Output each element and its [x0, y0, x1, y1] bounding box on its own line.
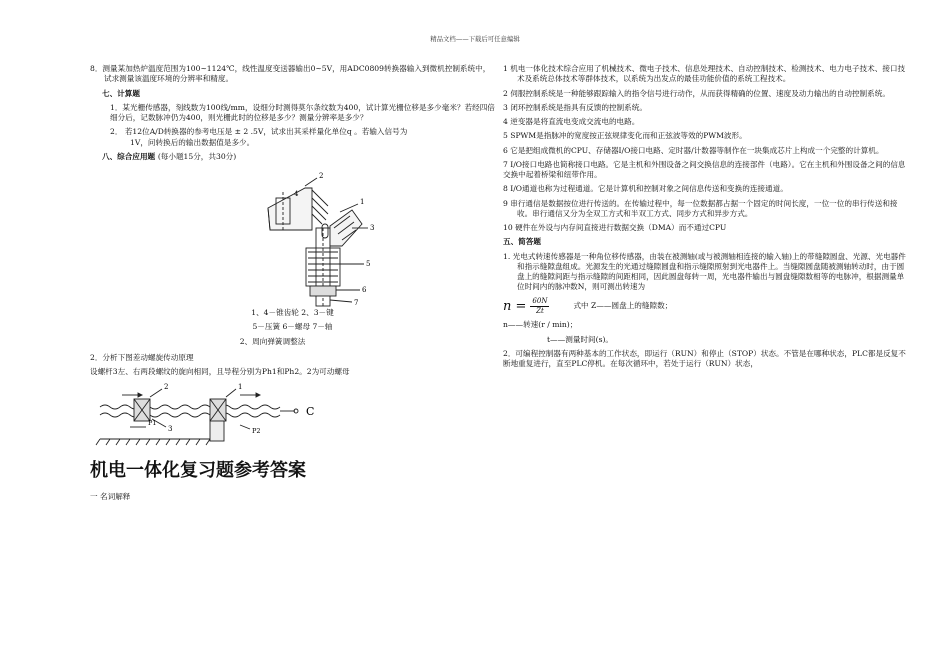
definition-2: 2 伺服控制系统是一种能够跟踪输入的指令信号进行动作，从而获得精确的位置、速度及动力输出的自动控制系统。: [503, 88, 890, 98]
fig1-caption-2: 5－压簧 6－螺母 7－轴: [252, 322, 333, 332]
formula-note: 式中 Z——圆盘上的缝隙数；: [573, 301, 673, 311]
n-definition: n——转速(r / min)；: [503, 320, 578, 330]
section-8-note: (每小题15分，共30分): [157, 151, 237, 161]
definition-6: 6 它是把组成微机的CPU、存储器I/O接口电路、定时器/计数器等制作在一块集成芯片上构成一个完整的计算机。: [503, 145, 884, 155]
question-2-title: 2．分析下图差动螺旋传动原理: [90, 352, 194, 362]
fig2-label-2: 2: [164, 383, 169, 392]
fig2-label-c: C: [306, 405, 315, 419]
section-8-title: [102, 152, 495, 162]
fig1-label-2: 2: [319, 172, 324, 180]
answer-title: 机电一体化复习题参考答案: [90, 460, 306, 482]
differential-screw-drawing: [90, 377, 495, 447]
formula-fraction: [530, 297, 549, 317]
fig1-label-1: 1: [360, 198, 365, 206]
section-5-title: 五、简答题: [503, 237, 541, 247]
definition-5: 5 SPWM是指脉冲的宽度按正弦规律变化而和正弦波等效的PWM波形。: [503, 131, 747, 141]
definition-1: 1 机电一体化技术综合应用了机械技术、微电子技术、信息处理技术、自动控制技术、检测技术、电力电子技术、接口技术及系统总体技术等群体技术，以系统为出发点的最佳功能价值的系统工程技术。: [503, 64, 906, 84]
formula-lhs: n =: [503, 298, 527, 314]
t-definition: t——测量时间(s)。: [547, 334, 614, 344]
fig1-label-6: 6: [362, 286, 367, 294]
bevel-gear-figure: [90, 168, 495, 308]
definition-7: 7 I/O接口电路也简称接口电路。它是主机和外围设备之间交换信息的连接部件（电路）。它在主机和外围设备之间的信息交换中起着桥梁和纽带作用。: [503, 159, 906, 179]
fig2-label-p1: P1: [148, 419, 157, 428]
section-8-heading: 八、综合应用题: [102, 151, 156, 161]
calc-question-2a: 2． 若12位A/D转换器的参考电压是 ± 2 .5V，试求出其采样量化单位q 。若输入信号为: [110, 127, 408, 137]
fig1-caption-3: 2、周向弹簧调整法: [239, 336, 306, 346]
fig1-caption-1: 1、4－锥齿轮 2、3－键: [251, 308, 334, 317]
fig1-label-4: 4: [294, 190, 299, 198]
fig1-label-7: 7: [354, 299, 359, 307]
right-column: [503, 64, 908, 369]
fig2-label-p2: P2: [252, 427, 261, 436]
fig2-label-3: 3: [168, 425, 173, 434]
definition-8: 8 I/O通道也称为过程通道。它是计算机和控制对象之间信息传送和变换的连接通道。: [503, 184, 788, 194]
left-column: [90, 64, 495, 502]
definition-9: 9 串行通信是数据按位进行传送的。在传输过程中，每一位数据都占据一个固定的时间长度，一位一位的串行传送和接收。串行通信又分为全双工方式和半双工方式、同步方式和异步方式。: [503, 198, 898, 218]
definition-10: 10 硬件在外设与内存间直接进行数据交换（DMA）而不通过CPU: [503, 223, 727, 232]
fig1-label-5: 5: [366, 260, 371, 268]
question-2-text: 设螺杆3左、右两段螺纹的旋向相同，且导程分别为Ph1和Ph2。2为可动螺母: [90, 367, 350, 376]
definition-4: 4 逆变器是将直流电变成交流电的电路。: [503, 117, 640, 126]
short-answer-2: 2．可编程控制器有两种基本的工作状态，即运行（RUN）和停止（STOP）状态。不管是在哪种状态，PLC都是反复不断地重复进行，直至PLC停机。在每次循环中，若处于运行（RUN）状态，: [503, 348, 906, 369]
short-answer-1: 1. 光电式转速传感器是一种角位移传感器，由装在被测轴(或与被测轴相连接的输入轴)上的带缝隙圆盘、光源、光电器件和指示缝隙盘组成。光源发生的光通过缝隙圆盘和指示缝隙照射到光电器件上。当缝隙圆盘随被测轴转动时，由于圆盘上的缝隙间距与指示缝隙的间距相同，因此圆盘每转一周，光电器件输出与圆盘缝隙数相等的电脉冲，根据测量单位时间内的脉冲数N，则可测出转速为: [503, 251, 906, 292]
speed-formula: [503, 297, 908, 317]
section-7-title: 七、计算题: [102, 88, 140, 98]
page-header: 精品文档——下载后可任意编辑: [430, 35, 520, 43]
part-1-title: 一 名词解释: [90, 491, 131, 501]
calc-question-1: 1．某光栅传感器，刻线数为100线/mm，设细分时测得莫尔条纹数为400，试计算光栅位移是多少毫米？若经四倍细分后，记数脉冲仍为400，则光栅此时的位移是多少？测量分辨率是多少？: [110, 102, 495, 122]
formula-denominator: Zt: [536, 306, 544, 315]
definition-3: 3 闭环控制系统是指具有反馈的控制系统。: [503, 102, 647, 112]
fig1-label-3: 3: [370, 224, 375, 232]
fig2-label-1: 1: [238, 383, 243, 392]
formula-numerator: 60N: [530, 297, 549, 307]
bevel-gear-drawing: [90, 168, 495, 308]
calc-question-2b: 1V，问转换后的输出数据值是多少。: [130, 137, 255, 147]
differential-screw-figure: [90, 377, 495, 447]
question-8: 8．测量某加热炉温度范围为100~1124℃，线性温度变送器输出0~5V，用ADC0809转换器输入到微机控制系统中，试求测量该温度环境的分辨率和精度。: [90, 64, 491, 84]
